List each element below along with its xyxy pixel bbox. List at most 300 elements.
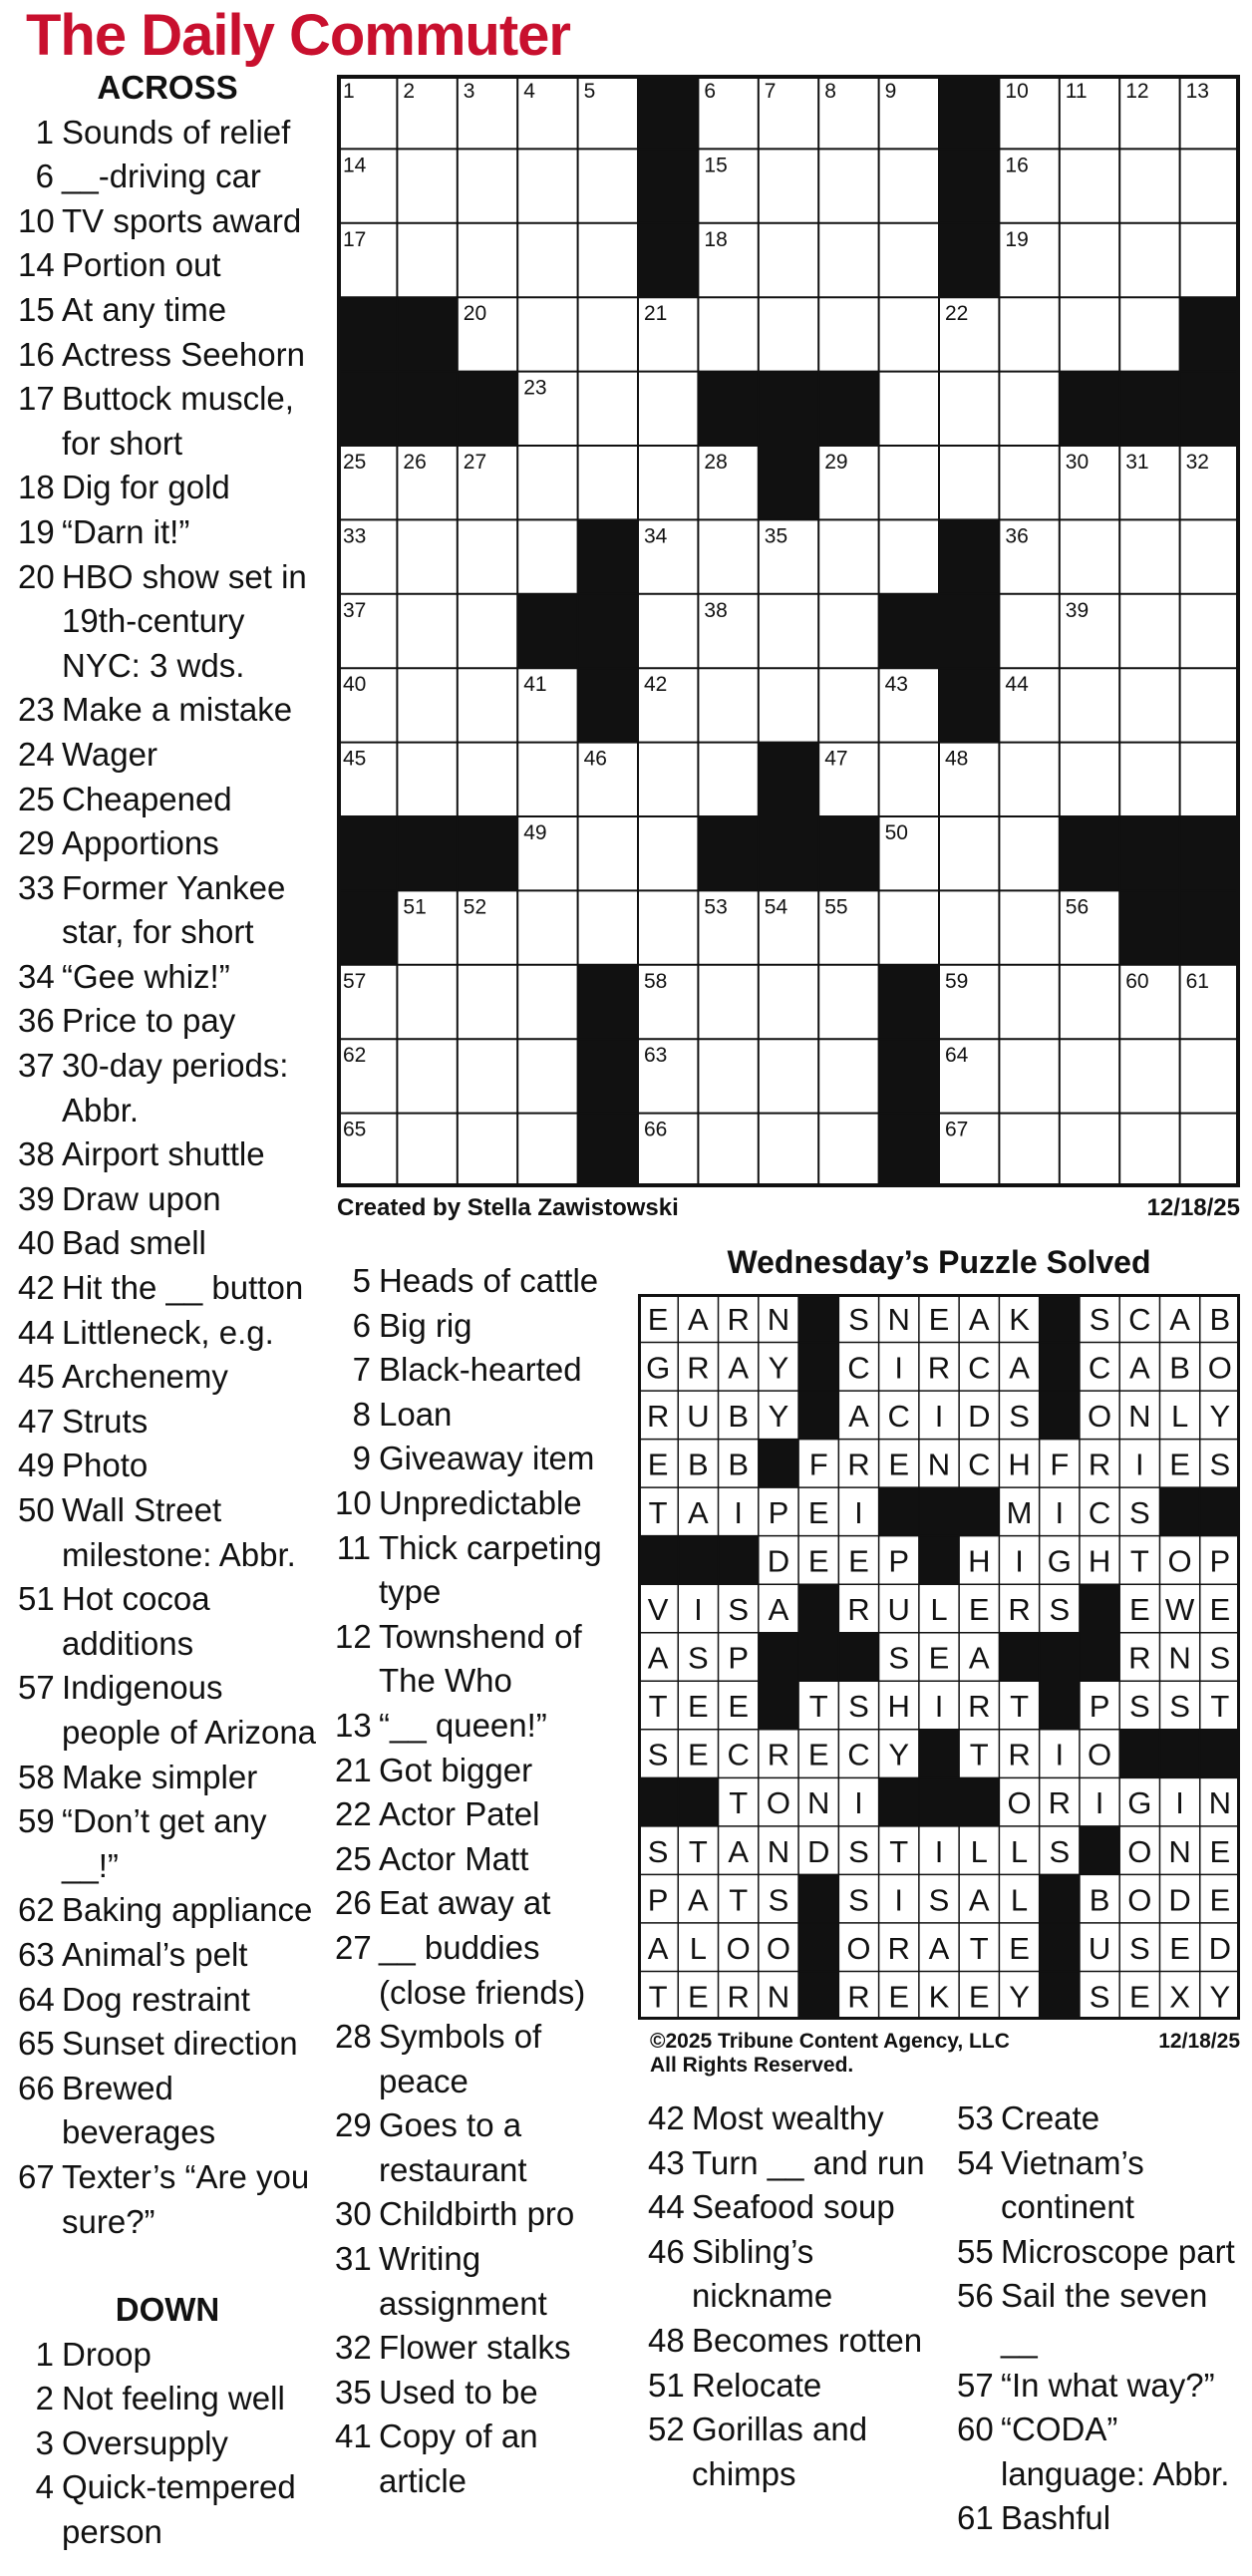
grid-cell[interactable]	[1060, 75, 1119, 149]
grid-cell[interactable]	[397, 446, 457, 519]
cell-number: 27	[463, 451, 487, 474]
grid-cell[interactable]	[999, 1114, 1059, 1187]
cell-number: 62	[343, 1044, 367, 1068]
grid-cell[interactable]	[1119, 519, 1179, 593]
solution-cell	[838, 1440, 878, 1488]
grid-cell[interactable]	[337, 75, 397, 149]
grid-cell[interactable]	[1060, 965, 1119, 1039]
grid-cell[interactable]	[458, 223, 517, 297]
clue-number: 24	[18, 735, 55, 773]
clue-number: 43	[648, 2143, 685, 2181]
grid-cell[interactable]	[337, 743, 397, 816]
grid-cell[interactable]	[939, 890, 999, 964]
grid-cell[interactable]	[517, 1114, 577, 1187]
grid-cell[interactable]	[939, 446, 999, 519]
grid-cell[interactable]	[818, 149, 878, 222]
clue-text: Animal’s pelt	[62, 1935, 248, 1973]
grid-cell[interactable]	[879, 446, 939, 519]
grid-cell[interactable]	[397, 223, 457, 297]
solution-letter: H	[1088, 1543, 1111, 1579]
grid-cell[interactable]	[458, 1039, 517, 1113]
grid-cell[interactable]	[397, 149, 457, 222]
grid-cell[interactable]	[999, 372, 1059, 446]
grid-cell[interactable]	[818, 890, 878, 964]
grid-cell[interactable]	[1119, 149, 1179, 222]
grid-cell[interactable]	[578, 890, 638, 964]
grid-cell[interactable]	[397, 75, 457, 149]
grid-cell[interactable]	[458, 149, 517, 222]
cell-number: 7	[764, 80, 777, 103]
grid-cell[interactable]	[759, 890, 818, 964]
clue-number: 57	[18, 1669, 55, 1707]
clue-text: Flower stalks	[379, 2329, 571, 2367]
grid-cell[interactable]	[337, 1039, 397, 1113]
grid-cell[interactable]	[578, 816, 638, 890]
grid-cell[interactable]	[578, 149, 638, 222]
grid-cell[interactable]	[397, 1114, 457, 1187]
solution-cell	[678, 1487, 718, 1536]
solution-cell	[759, 1874, 798, 1923]
solution-cell	[959, 1584, 999, 1633]
grid-cell[interactable]	[698, 594, 758, 668]
grid-cell[interactable]	[1180, 519, 1240, 593]
grid-cell[interactable]	[578, 75, 638, 149]
solution-cell	[678, 1681, 718, 1730]
grid-cell[interactable]	[759, 519, 818, 593]
grid-cell[interactable]	[638, 743, 698, 816]
solution-cell	[999, 1971, 1039, 2020]
grid-cell[interactable]	[1060, 519, 1119, 593]
grid-cell[interactable]	[999, 965, 1059, 1039]
grid-cell[interactable]	[397, 743, 457, 816]
cell-number: 9	[884, 80, 897, 103]
cell-number: 47	[824, 747, 848, 771]
down-clue-list-2	[335, 1259, 634, 2504]
grid-cell[interactable]	[578, 743, 638, 816]
solution-cell	[959, 1343, 999, 1392]
grid-cell[interactable]	[638, 1114, 698, 1187]
grid-cell[interactable]	[818, 519, 878, 593]
grid-cell[interactable]	[939, 965, 999, 1039]
grid-cell[interactable]	[1180, 446, 1240, 519]
grid-cell[interactable]	[818, 743, 878, 816]
grid-cell[interactable]	[397, 594, 457, 668]
grid-cell[interactable]	[1180, 1039, 1240, 1113]
grid-cell[interactable]	[458, 965, 517, 1039]
clue-item	[18, 1799, 317, 1888]
grid-cell[interactable]	[999, 1039, 1059, 1113]
grid-cell[interactable]	[759, 223, 818, 297]
grid-cell[interactable]	[698, 149, 758, 222]
grid-cell[interactable]	[879, 75, 939, 149]
grid-cell[interactable]	[458, 1114, 517, 1187]
grid-cell[interactable]	[698, 223, 758, 297]
grid-cell[interactable]	[517, 75, 577, 149]
cell-number: 45	[343, 747, 367, 771]
solution-black-square	[1080, 1584, 1119, 1633]
grid-cell[interactable]	[517, 446, 577, 519]
grid-cell[interactable]	[1119, 75, 1179, 149]
cell-number: 20	[463, 302, 487, 326]
grid-cell[interactable]	[517, 223, 577, 297]
grid-cell[interactable]	[999, 594, 1059, 668]
grid-cell[interactable]	[1180, 75, 1240, 149]
clue-text: Heads of cattle	[379, 1262, 599, 1299]
grid-cell[interactable]	[517, 890, 577, 964]
grid-cell[interactable]	[1180, 743, 1240, 816]
grid-cell[interactable]	[818, 594, 878, 668]
grid-cell[interactable]	[1060, 1114, 1119, 1187]
solution-letter: I	[1055, 1737, 1065, 1772]
grid-cell[interactable]	[1180, 965, 1240, 1039]
clue-text: Make simpler	[62, 1758, 258, 1795]
puzzle-date: 12/18/25	[1146, 1194, 1240, 1221]
solution-cell	[959, 1536, 999, 1585]
grid-cell[interactable]	[337, 965, 397, 1039]
grid-cell[interactable]	[1119, 446, 1179, 519]
grid-cell[interactable]	[698, 75, 758, 149]
grid-cell[interactable]	[517, 1039, 577, 1113]
clue-item	[18, 155, 317, 199]
clue-text: “In what way?”	[1001, 2366, 1215, 2404]
grid-cell[interactable]	[578, 372, 638, 446]
solution-cell	[919, 1440, 959, 1488]
cell-number: 33	[343, 524, 367, 548]
clue-text: Black-hearted	[379, 1351, 582, 1389]
grid-cell[interactable]	[517, 519, 577, 593]
solution-black-square	[798, 1294, 838, 1343]
solution-cell	[1159, 1294, 1199, 1343]
crossword-grid	[337, 75, 1240, 1187]
grid-cell[interactable]	[879, 816, 939, 890]
grid-cell[interactable]	[698, 890, 758, 964]
clue-item	[18, 1221, 317, 1266]
grid-cell[interactable]	[999, 223, 1059, 297]
grid-cell[interactable]	[1180, 668, 1240, 742]
solution-cell	[1159, 1391, 1199, 1440]
grid-cell[interactable]	[397, 1039, 457, 1113]
clue-text: “CODA” language: Abbr.	[1001, 2411, 1230, 2492]
grid-cell[interactable]	[397, 890, 457, 964]
solution-letter: S	[888, 1640, 910, 1676]
cell-number: 32	[1185, 451, 1209, 474]
solution-cell	[959, 1633, 999, 1682]
clue-item	[648, 2141, 937, 2186]
grid-cell[interactable]	[458, 594, 517, 668]
grid-cell[interactable]	[337, 668, 397, 742]
solution-letter: B	[688, 1447, 709, 1482]
grid-cell[interactable]	[999, 75, 1059, 149]
grid-cell[interactable]	[458, 890, 517, 964]
grid-cell[interactable]	[939, 743, 999, 816]
solution-cell	[1200, 1391, 1240, 1440]
grid-cell[interactable]	[698, 743, 758, 816]
grid-cell[interactable]	[879, 668, 939, 742]
grid-cell[interactable]	[818, 297, 878, 371]
grid-cell[interactable]	[638, 668, 698, 742]
solution-cell	[838, 1777, 878, 1826]
solution-letter: E	[1128, 1979, 1150, 2015]
grid-cell[interactable]	[638, 297, 698, 371]
grid-cell[interactable]	[879, 297, 939, 371]
solution-cell	[879, 1923, 919, 1972]
grid-cell[interactable]	[698, 1114, 758, 1187]
grid-cell[interactable]	[578, 297, 638, 371]
grid-cell[interactable]	[638, 372, 698, 446]
grid-cell[interactable]	[458, 297, 517, 371]
grid-cell[interactable]	[759, 297, 818, 371]
clue-text: Symbols of peace	[379, 2018, 542, 2099]
grid-cell[interactable]	[939, 297, 999, 371]
solution-cell	[759, 1826, 798, 1875]
black-square	[458, 372, 517, 446]
clue-item	[335, 1749, 634, 1793]
solution-cell	[999, 1681, 1039, 1730]
clue-number: 42	[18, 1269, 55, 1307]
grid-cell[interactable]	[759, 75, 818, 149]
black-square	[578, 1114, 638, 1187]
solution-letter: W	[1164, 1592, 1195, 1628]
grid-cell[interactable]	[1119, 668, 1179, 742]
grid-cell[interactable]	[517, 743, 577, 816]
clue-item	[335, 1526, 634, 1615]
page-title: The Daily Commuter	[26, 3, 570, 68]
solution-cell	[759, 1536, 798, 1585]
grid-cell[interactable]	[818, 75, 878, 149]
grid-cell[interactable]	[337, 446, 397, 519]
solution-cell	[638, 1681, 678, 1730]
solution-cell	[838, 1923, 878, 1972]
grid-cell[interactable]	[638, 446, 698, 519]
solution-cell	[759, 1391, 798, 1440]
solution-cell	[999, 1923, 1039, 1972]
grid-cell[interactable]	[397, 519, 457, 593]
cell-number: 63	[644, 1044, 668, 1068]
grid-cell[interactable]	[759, 1039, 818, 1113]
grid-cell[interactable]	[818, 1114, 878, 1187]
grid-cell[interactable]	[999, 668, 1059, 742]
grid-cell[interactable]	[818, 223, 878, 297]
clue-item	[335, 1393, 634, 1438]
solution-cell	[1200, 1440, 1240, 1488]
solution-letter: E	[968, 1979, 990, 2015]
grid-cell[interactable]	[458, 75, 517, 149]
grid-cell[interactable]	[1180, 223, 1240, 297]
solution-cell	[1159, 1923, 1199, 1972]
grid-cell[interactable]	[1180, 1114, 1240, 1187]
clue-text: Sail the seven __	[1001, 2277, 1208, 2359]
grid-cell[interactable]	[1060, 446, 1119, 519]
grid-cell[interactable]	[1060, 223, 1119, 297]
solution-black-square	[879, 1777, 919, 1826]
grid-cell[interactable]	[759, 1114, 818, 1187]
solution-black-square	[1159, 1487, 1199, 1536]
grid-cell[interactable]	[1060, 668, 1119, 742]
grid-cell[interactable]	[759, 965, 818, 1039]
solution-letter: I	[934, 1689, 944, 1725]
grid-cell[interactable]	[999, 297, 1059, 371]
grid-cell[interactable]	[638, 890, 698, 964]
solution-cell	[638, 1584, 678, 1633]
grid-cell[interactable]	[939, 1039, 999, 1113]
clue-text: Relocate	[692, 2366, 822, 2404]
solution-cell	[959, 1294, 999, 1343]
grid-cell[interactable]	[517, 297, 577, 371]
cell-number: 57	[343, 969, 367, 993]
cell-number: 44	[1005, 673, 1029, 697]
solution-letter: T	[1010, 1689, 1030, 1725]
grid-cell[interactable]	[999, 446, 1059, 519]
grid-cell[interactable]	[698, 1039, 758, 1113]
solution-cell	[719, 1874, 759, 1923]
solution-cell	[759, 1971, 798, 2020]
grid-cell[interactable]	[759, 149, 818, 222]
grid-cell[interactable]	[879, 372, 939, 446]
grid-cell[interactable]	[1119, 594, 1179, 668]
clue-number: 61	[957, 2499, 994, 2537]
solution-cell	[1080, 1777, 1119, 1826]
black-square	[698, 816, 758, 890]
black-square	[939, 149, 999, 222]
grid-cell[interactable]	[999, 149, 1059, 222]
grid-cell[interactable]	[517, 965, 577, 1039]
grid-cell[interactable]	[578, 446, 638, 519]
grid-cell[interactable]	[458, 668, 517, 742]
black-square	[337, 297, 397, 371]
grid-cell[interactable]	[879, 890, 939, 964]
grid-cell[interactable]	[1119, 297, 1179, 371]
clue-item	[18, 555, 317, 689]
grid-cell[interactable]	[1119, 223, 1179, 297]
grid-cell[interactable]	[999, 743, 1059, 816]
grid-cell[interactable]	[999, 519, 1059, 593]
solution-letter: M	[1006, 1495, 1033, 1531]
grid-cell[interactable]	[1180, 149, 1240, 222]
grid-cell[interactable]	[879, 223, 939, 297]
solution-cell	[719, 1294, 759, 1343]
grid-cell[interactable]	[517, 149, 577, 222]
grid-cell[interactable]	[1119, 1039, 1179, 1113]
grid-cell[interactable]	[1119, 743, 1179, 816]
black-square	[397, 816, 457, 890]
solution-cell	[1200, 1294, 1240, 1343]
grid-cell[interactable]	[458, 743, 517, 816]
clue-number: 48	[648, 2321, 685, 2359]
solution-letter: T	[808, 1689, 828, 1725]
cell-number: 3	[463, 80, 475, 103]
grid-cell[interactable]	[638, 594, 698, 668]
clue-text: Brewed beverages	[62, 2069, 216, 2151]
grid-cell[interactable]	[638, 965, 698, 1039]
grid-cell[interactable]	[698, 965, 758, 1039]
solution-cell	[999, 1826, 1039, 1875]
grid-cell[interactable]	[1119, 965, 1179, 1039]
grid-cell[interactable]	[638, 519, 698, 593]
solution-letter: L	[1010, 1882, 1029, 1918]
grid-cell[interactable]	[818, 668, 878, 742]
grid-cell[interactable]	[1060, 890, 1119, 964]
grid-cell[interactable]	[818, 446, 878, 519]
black-square	[638, 223, 698, 297]
grid-cell[interactable]	[337, 149, 397, 222]
grid-cell[interactable]	[397, 668, 457, 742]
solution-letter: Y	[768, 1398, 789, 1434]
grid-cell[interactable]	[879, 743, 939, 816]
solution-cell	[719, 1391, 759, 1440]
clue-number: 33	[18, 868, 55, 906]
clue-text: Wall Street milestone: Abbr.	[62, 1491, 296, 1573]
grid-cell[interactable]	[638, 1039, 698, 1113]
grid-cell[interactable]	[939, 1114, 999, 1187]
grid-cell[interactable]	[1060, 297, 1119, 371]
grid-cell[interactable]	[1180, 594, 1240, 668]
grid-cell[interactable]	[999, 816, 1059, 890]
grid-cell[interactable]	[1060, 743, 1119, 816]
grid-cell[interactable]	[879, 149, 939, 222]
solution-letter: N	[1168, 1833, 1191, 1869]
grid-cell[interactable]	[818, 1039, 878, 1113]
clue-item	[335, 1792, 634, 1837]
grid-cell[interactable]	[458, 446, 517, 519]
grid-cell[interactable]	[1060, 149, 1119, 222]
solution-cell	[798, 1681, 838, 1730]
grid-cell[interactable]	[1060, 1039, 1119, 1113]
grid-cell[interactable]	[397, 965, 457, 1039]
grid-cell[interactable]	[698, 519, 758, 593]
solution-letter: L	[689, 1930, 708, 1966]
grid-cell[interactable]	[638, 816, 698, 890]
grid-cell[interactable]	[698, 668, 758, 742]
clue-text: Dig for gold	[62, 469, 230, 506]
solution-letter: A	[647, 1640, 669, 1676]
solution-black-square	[1040, 1923, 1080, 1972]
grid-cell[interactable]	[1119, 1114, 1179, 1187]
grid-cell[interactable]	[517, 816, 577, 890]
solution-letter: S	[1049, 1833, 1071, 1869]
solution-letter: R	[847, 1979, 870, 2015]
clue-number: 20	[18, 557, 55, 595]
clue-number: 63	[18, 1935, 55, 1973]
solution-cell	[1080, 1391, 1119, 1440]
grid-cell[interactable]	[578, 223, 638, 297]
solution-cell	[798, 1730, 838, 1778]
grid-cell[interactable]	[879, 519, 939, 593]
grid-cell[interactable]	[759, 668, 818, 742]
grid-cell[interactable]	[1060, 594, 1119, 668]
solution-letter: O	[766, 1930, 790, 1966]
clue-item	[18, 1666, 317, 1755]
grid-cell[interactable]	[939, 816, 999, 890]
solution-cell	[759, 1777, 798, 1826]
grid-cell[interactable]	[337, 1114, 397, 1187]
grid-cell[interactable]	[698, 446, 758, 519]
grid-cell[interactable]	[517, 372, 577, 446]
grid-cell[interactable]	[458, 519, 517, 593]
clue-number: 27	[335, 1928, 372, 1966]
grid-cell[interactable]	[337, 519, 397, 593]
grid-cell[interactable]	[517, 668, 577, 742]
grid-cell[interactable]	[337, 594, 397, 668]
grid-cell[interactable]	[818, 965, 878, 1039]
grid-cell[interactable]	[698, 297, 758, 371]
grid-cell[interactable]	[337, 223, 397, 297]
cell-number: 60	[1125, 969, 1149, 993]
grid-cell[interactable]	[999, 890, 1059, 964]
grid-cell[interactable]	[939, 372, 999, 446]
grid-cell[interactable]	[759, 594, 818, 668]
cell-number: 26	[403, 451, 427, 474]
clue-item	[18, 1311, 317, 1356]
